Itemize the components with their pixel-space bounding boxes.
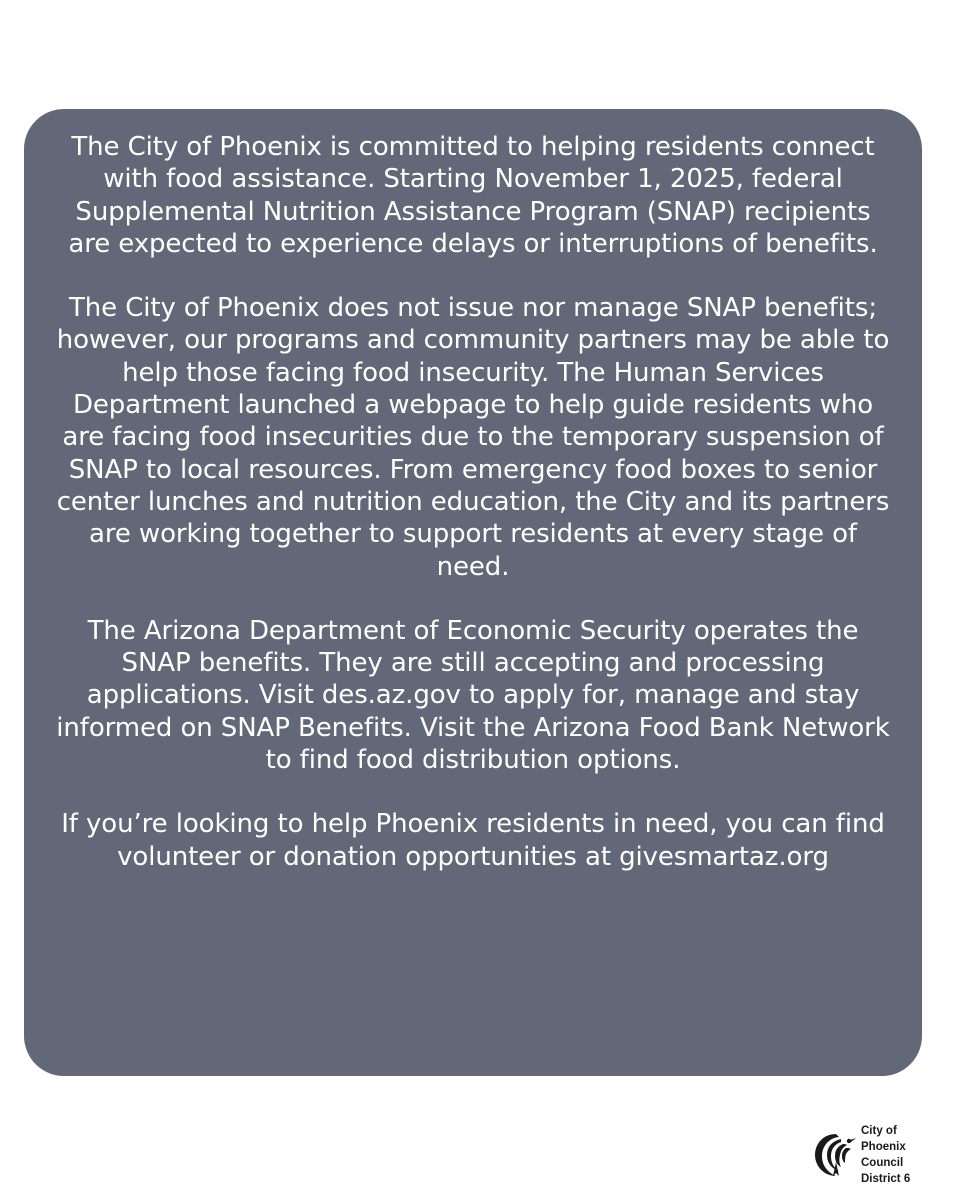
paragraph-des-info: The Arizona Department of Economic Security operates the SNAP benefits. They are still accepting and processing applications. Visit des.az.gov to apply for, manage and stay informed on SNAP Benefits. Visit the Arizona Food Bank Network to find food distribution options. [56,615,890,776]
city-logo [813,1125,941,1185]
paragraph-city-programs: The City of Phoenix does not issue nor manage SNAP benefits; however, our programs and community partners may be able to help those facing food insecurity. The Human Services Department launched a webpage to help guide residents who are facing food insecurities due to the temporary suspension of SNAP to local resources. From emergency food boxes to senior center lunches and nutrition education, the City and its partners are working together to support residents at every stage of need. [56,293,890,582]
logo-line-city: City of Phoenix [861,1125,906,1153]
paragraph-volunteer: If you’re looking to help Phoenix residents in need, you can find volunteer or donation opportunities at givesmartaz.org [61,809,885,872]
logo-text [861,1123,941,1187]
paragraph-intro: The City of Phoenix is committed to helping residents connect with food assistance. Starting November 1, 2025, federal Supplemental Nutrition Assistance Program (SNAP) recipients are expected to experience delays or interruptions of benefits. [68,132,878,259]
info-card [24,109,922,1076]
phoenix-bird-icon [813,1132,859,1178]
logo-line-district: Council District 6 [861,1157,911,1185]
